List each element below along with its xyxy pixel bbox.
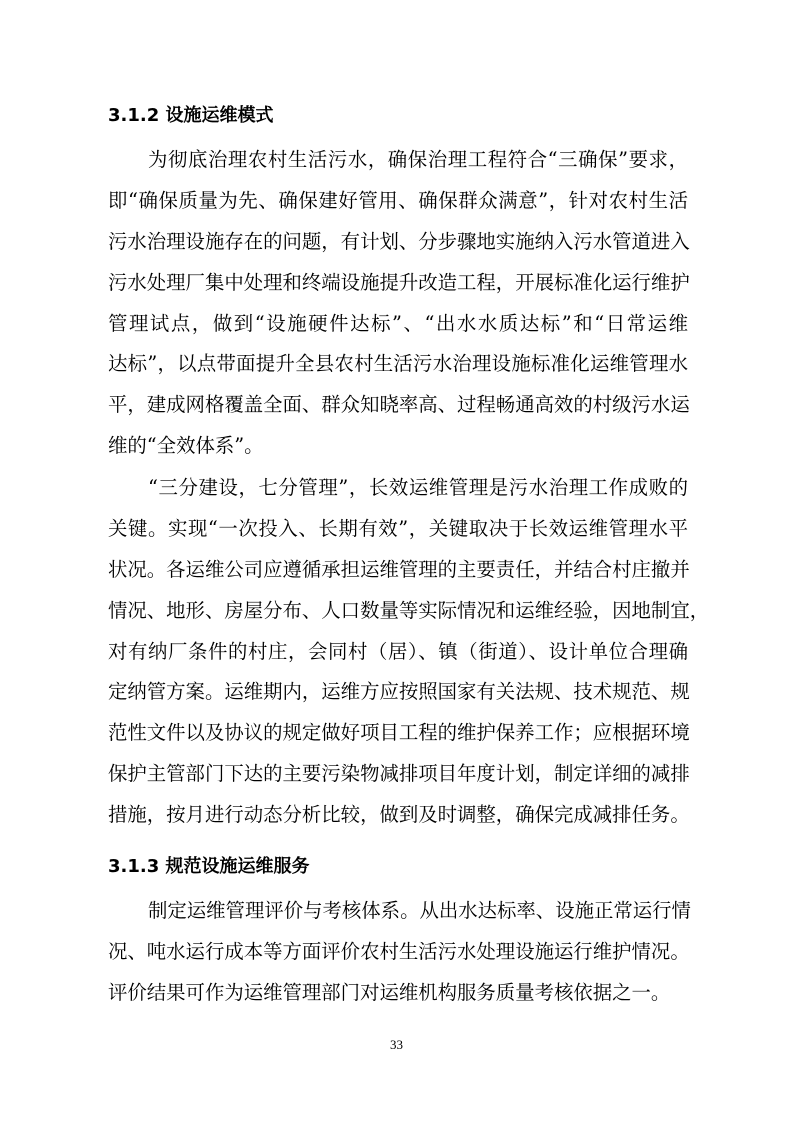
text-line: 污水治理设施存在的问题，有计划、分步骤地实施纳入污水管道进入 (108, 229, 690, 253)
text-line: 评价结果可作为运维管理部门对运维机构服务质量考核依据之一。 (108, 980, 671, 1004)
text-line: 管理试点，做到“设施硬件达标”、“出水水质达标”和“日常运维 (108, 311, 688, 335)
text-line: “三分建设，七分管理”，长效运维管理是污水治理工作成败的 (148, 476, 688, 499)
paragraph-operation-mode-intro (108, 140, 688, 467)
page-number: 33 (390, 1037, 403, 1052)
text-line: 范性文件以及协议的规定做好项目工程的维护保养工作；应根据环境 (108, 721, 690, 745)
text-line: 达标”，以点带面提升全县农村生活污水治理设施标准化运维管理水 (108, 352, 688, 376)
text-line: 措施，按月进行动态分析比较，做到及时调整，确保完成减排任务。 (108, 803, 690, 827)
text-line: 为彻底治理农村生活污水，确保治理工程符合“三确保”要求， (148, 148, 688, 171)
text-line: 状况。各运维公司应遵循承担运维管理的主要责任，并结合村庄撤并 (108, 557, 690, 581)
text-line: 定纳管方案。运维期内，运维方应按照国家有关法规、技术规范、规 (108, 680, 690, 704)
text-line: 即“确保质量为先、确保建好管用、确保群众满意”，针对农村生活 (108, 188, 688, 212)
text-line: 关键。实现“一次投入、长期有效”，关键取决于长效运维管理水平 (108, 516, 688, 540)
paragraph-evaluation-system (108, 891, 691, 1014)
section-heading-3-1-3: 3.1.3 规范设施运维服务 (108, 856, 310, 877)
text-line: 保护主管部门下达的主要污染物减排项目年度计划，制定详细的减排 (108, 762, 690, 786)
text-line: 况、吨水运行成本等方面评价农村生活污水处理设施运行维护情况。 (108, 939, 690, 963)
text-line: 对有纳厂条件的村庄，会同村（居）、镇（街道）、设计单位合理确 (108, 639, 688, 663)
text-line: 情况、地形、房屋分布、人口数量等实际情况和运维经验，因地制宜， (108, 598, 710, 622)
paragraph-long-term-management (108, 468, 710, 836)
text-line: 维的“全效体系”。 (108, 434, 264, 458)
text-line: 污水处理厂集中处理和终端设施提升改造工程，开展标准化运行维护 (108, 270, 690, 294)
section-heading-3-1-2: 3.1.2 设施运维模式 (108, 105, 274, 126)
text-line: 平，建成网格覆盖全面、群众知晓率高、过程畅通高效的村级污水运 (108, 393, 690, 417)
text-line: 制定运维管理评价与考核体系。从出水达标率、设施正常运行情 (148, 899, 691, 922)
